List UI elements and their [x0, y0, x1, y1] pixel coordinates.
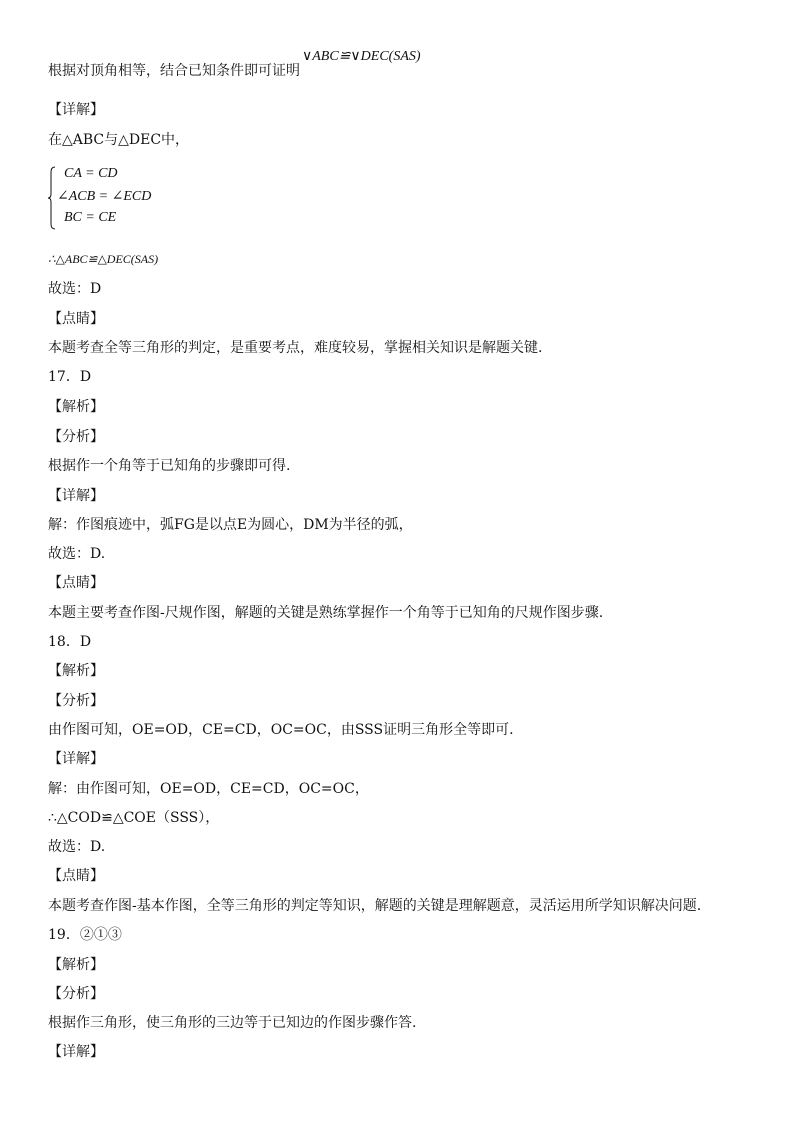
equation-line: CA = CD [64, 166, 118, 181]
conclusion-line: ∴△ABC≌△DEC(SAS) [48, 252, 159, 266]
section-heading: 【点睛】 [48, 868, 104, 884]
text-line: 根据作三角形，使三角形的三边等于已知边的作图步骤作答. [48, 1015, 417, 1031]
text-line: 解：作图痕迹中，弧FG是以点E为圆心，DM为半径的弧， [48, 517, 413, 533]
section-heading: 【分析】 [48, 429, 104, 445]
section-heading: 【详解】 [48, 1044, 104, 1060]
text-line: ∴△COD≌△COE（SSS）， [48, 810, 220, 826]
text-line: 解：由作图可知，OE=OD，CE=CD，OC=OC， [48, 781, 369, 797]
question-number: 18．D [48, 634, 92, 650]
section-heading: 【详解】 [48, 488, 104, 504]
section-heading: 【解析】 [48, 399, 104, 415]
text-line: 故选：D. [48, 546, 106, 562]
text-line: 根据作一个角等于已知角的步骤即可得. [48, 458, 291, 474]
text-line: 根据对顶角相等，结合已知条件即可证明 [48, 63, 300, 79]
section-heading: 【详解】 [48, 751, 104, 767]
question-number: 19．②①③ [48, 927, 122, 943]
equation-line: BC = CE [64, 210, 117, 225]
equation-line: ∠ACB = ∠ECD [57, 189, 152, 204]
section-heading: 【分析】 [48, 693, 104, 709]
section-heading: 【解析】 [48, 957, 104, 973]
text-line: 由作图可知，OE=OD，CE=CD，OC=OC，由SSS证明三角形全等即可. [48, 722, 514, 738]
text-line: 故选：D. [48, 839, 106, 855]
text-line: 本题考查作图-基本作图，全等三角形的判定等知识，解题的关键是理解题意，灵活运用所学知识解决问题. [48, 898, 702, 914]
section-heading: 【解析】 [48, 663, 104, 679]
section-heading: 【点睛】 [48, 311, 104, 327]
section-heading: 【详解】 [48, 102, 104, 118]
section-heading: 【点睛】 [48, 575, 104, 591]
question-number: 17．D [48, 369, 92, 385]
section-heading: 【分析】 [48, 986, 104, 1002]
text-line: 在△ABC与△DEC中， [48, 132, 190, 148]
text-line: 本题主要考查作图-尺规作图，解题的关键是熟练掌握作一个角等于已知角的尺规作图步骤. [48, 605, 604, 621]
equation-system [48, 166, 188, 232]
left-brace-icon [48, 166, 56, 230]
text-line: 故选：D [48, 281, 102, 297]
text-line: 本题考查全等三角形的判定，是重要考点，难度较易，掌握相关知识是解题关键. [48, 340, 543, 356]
congruence-formula: ∨ABC≌∨DEC(SAS) [302, 49, 421, 64]
